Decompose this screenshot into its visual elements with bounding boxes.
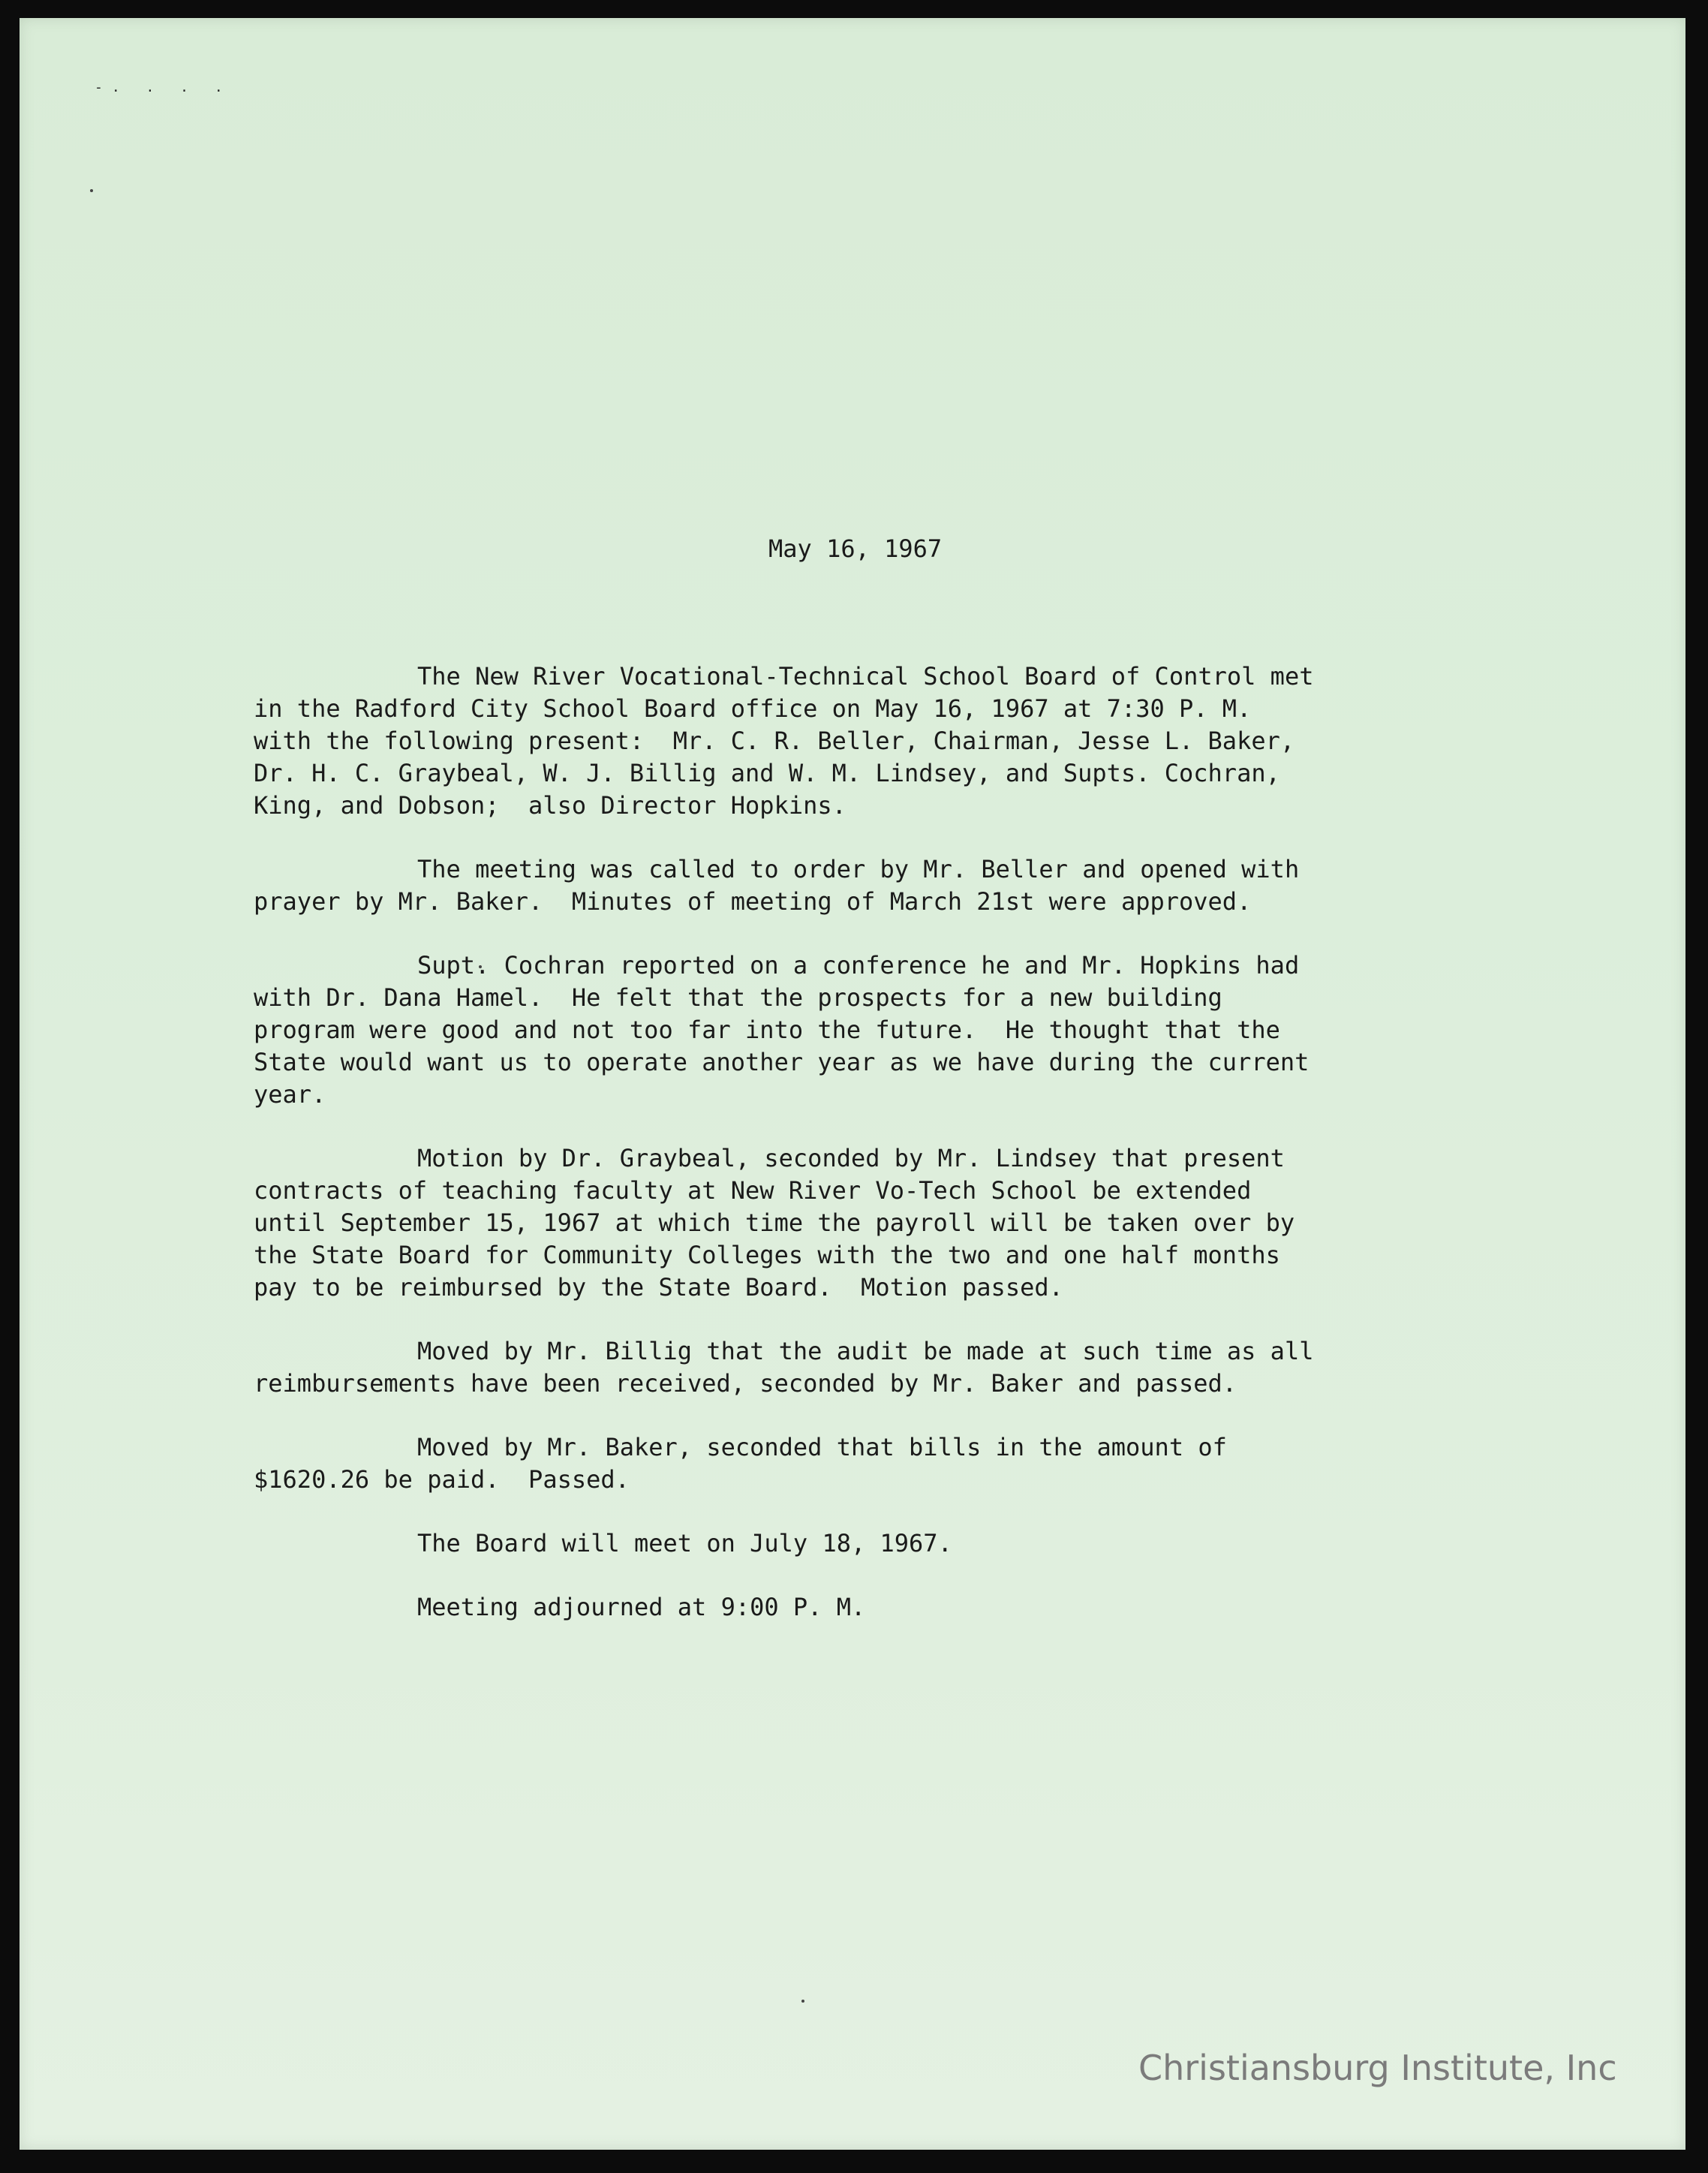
document-page [20,18,1685,2150]
text-line: Dr. H. C. Graybeal, W. J. Billig and W. M. Lindsey, and Supts. Cochran, [254,759,1280,787]
text-line: pay to be reimbursed by the State Board. Motion passed. [254,1273,1063,1302]
text-line: The meeting was called to order by Mr. Beller and opened with [417,855,1300,883]
text-line: until September 15, 1967 at which time the payroll will be taken over by [254,1208,1295,1237]
text-line: contracts of teaching faculty at New River Vo-Tech School be extended [254,1176,1252,1205]
paragraph-next-meeting [254,1527,1544,1560]
document-body [254,661,1544,1655]
paragraph-audit [254,1335,1544,1400]
text-line: The New River Vocational-Technical School Board of Control met [417,662,1314,691]
paper-specks: -. . . . [95,80,232,95]
paragraph-attendance [254,661,1544,822]
text-line: year. [254,1080,326,1109]
text-line: Motion by Dr. Graybeal, seconded by Mr. Lindsey that present [417,1144,1285,1172]
paragraph-bills [254,1431,1544,1496]
paragraph-conference-report [254,950,1544,1111]
text-line: The Board will meet on July 18, 1967. [417,1529,952,1558]
paper-speck [801,2000,804,2003]
text-line: Meeting adjourned at 9:00 P. M. [417,1593,866,1621]
watermark-text: Christiansburg Institute, Inc [1138,2048,1617,2088]
paper-speck [90,189,93,192]
text-line: Moved by Mr. Billig that the audit be made at such time as all [417,1337,1314,1365]
text-line: $1620.26 be paid. Passed. [254,1465,630,1494]
text-line: King, and Dobson; also Director Hopkins. [254,791,846,820]
paragraph-adjourned [254,1591,1544,1624]
text-line: reimbursements have been received, seconded by Mr. Baker and passed. [254,1369,1237,1398]
text-line: Moved by Mr. Baker, seconded that bills in the amount of [417,1433,1227,1461]
text-line: Supt. Cochran reported on a conference he and Mr. Hopkins had [417,951,1300,980]
paragraph-motion-contracts [254,1142,1544,1304]
text-line: program were good and not too far into the future. He thought that the [254,1016,1280,1044]
text-line: with Dr. Dana Hamel. He felt that the prospects for a new building [254,983,1222,1012]
text-line: the State Board for Community Colleges with the two and one half months [254,1241,1280,1269]
paragraph-call-to-order [254,853,1544,918]
text-line: prayer by Mr. Baker. Minutes of meeting of March 21st were approved. [254,887,1252,916]
text-line: in the Radford City School Board office on May 16, 1967 at 7:30 P. M. [254,694,1252,723]
document-date: May 16, 1967 [768,534,943,563]
text-line: with the following present: Mr. C. R. Beller, Chairman, Jesse L. Baker, [254,727,1295,755]
text-line: State would want us to operate another year as we have during the current [254,1048,1310,1076]
